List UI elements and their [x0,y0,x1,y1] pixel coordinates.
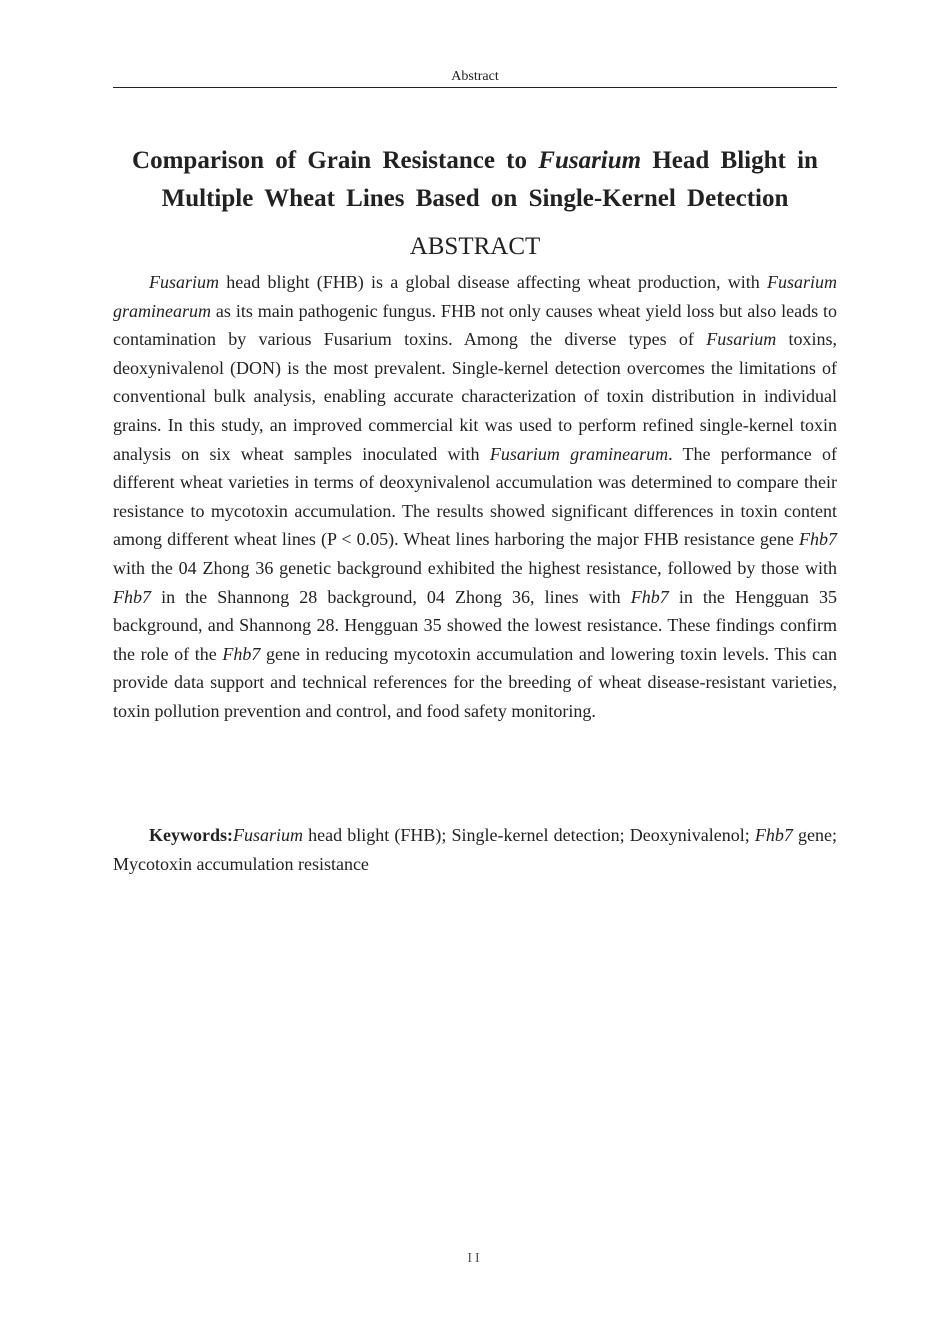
text-run: in the Shannong 28 background, 04 Zhong 36, lines with [151,586,631,607]
paper-title [113,142,837,218]
abstract-heading: ABSTRACT [409,233,541,260]
text-run: gene in reducing mycotoxin accumulation and lowering toxin levels. This can provide data support and technical references for the breeding of wheat disease-resistant varieties, toxin pollution prevention and control, and food safety monitoring. [113,643,837,721]
text-run: as its main pathogenic fungus. FHB not only causes wheat yield loss but also leads to contamination by various Fusarium toxins. Among the diverse types of [113,300,837,350]
title-part-1: Comparison of Grain Resistance to [132,147,539,174]
italic-text-run: Fusarium [149,272,220,292]
page-number: II [467,1251,483,1266]
italic-text-run: Fhb7 [222,643,261,664]
title-italic-fusarium: Fusarium [538,147,642,174]
text-run: toxins, deoxynivalenol (DON) is the most prevalent. Single-kernel detection overcomes the limitations of conventional bulk analysis, enabling accurate characterization of toxin distribution in individual grains. In this study, an improved commercial kit was used to perform refined single-kernel toxin analysis on six wheat samples inoculated with [113,329,838,464]
text-run: head blight (FHB); Single-kernel detection; Deoxynivalenol; [303,825,755,845]
italic-text-run: Fhb7 [630,586,669,607]
running-header: Abstract [113,68,837,88]
abstract-body [113,268,837,726]
text-run: gene; Mycotoxin accumulation resistance [113,825,837,874]
italic-text-run: Fusarium graminearum [113,272,837,321]
text-run: . The performance of different wheat varieties in terms of deoxynivalenol accumulation was determined to compare their resistance to mycotoxin accumulation. The results showed significant differences in toxin content among different wheat lines (P < 0.05). Wheat lines harboring the major FHB resistance gene [113,443,838,550]
italic-text-run: Fhb7 [799,529,837,550]
italic-text-run: Fusarium [706,329,777,350]
text-run: with the 04 Zhong 36 genetic background exhibited the highest resistance, followed by those with [113,557,837,578]
text-run: head blight (FHB) is a global disease affecting wheat production, with [219,272,767,292]
title-part-2: Head Blight in Multiple Wheat Lines Based on Single-Kernel Detection [161,147,818,212]
italic-text-run: Fusarium graminearum [489,443,669,464]
italic-text-run: Fhb7 [113,586,151,607]
text-run: in the Hengguan 35 background, and Shannong 28. Hengguan 35 showed the lowest resistance. These findings confirm the role of the [113,586,838,664]
italic-text-run: Fusarium [233,825,304,845]
keywords-label: Keywords: [149,825,233,845]
italic-text-run: Fhb7 [754,825,793,845]
keywords-line [113,821,837,878]
